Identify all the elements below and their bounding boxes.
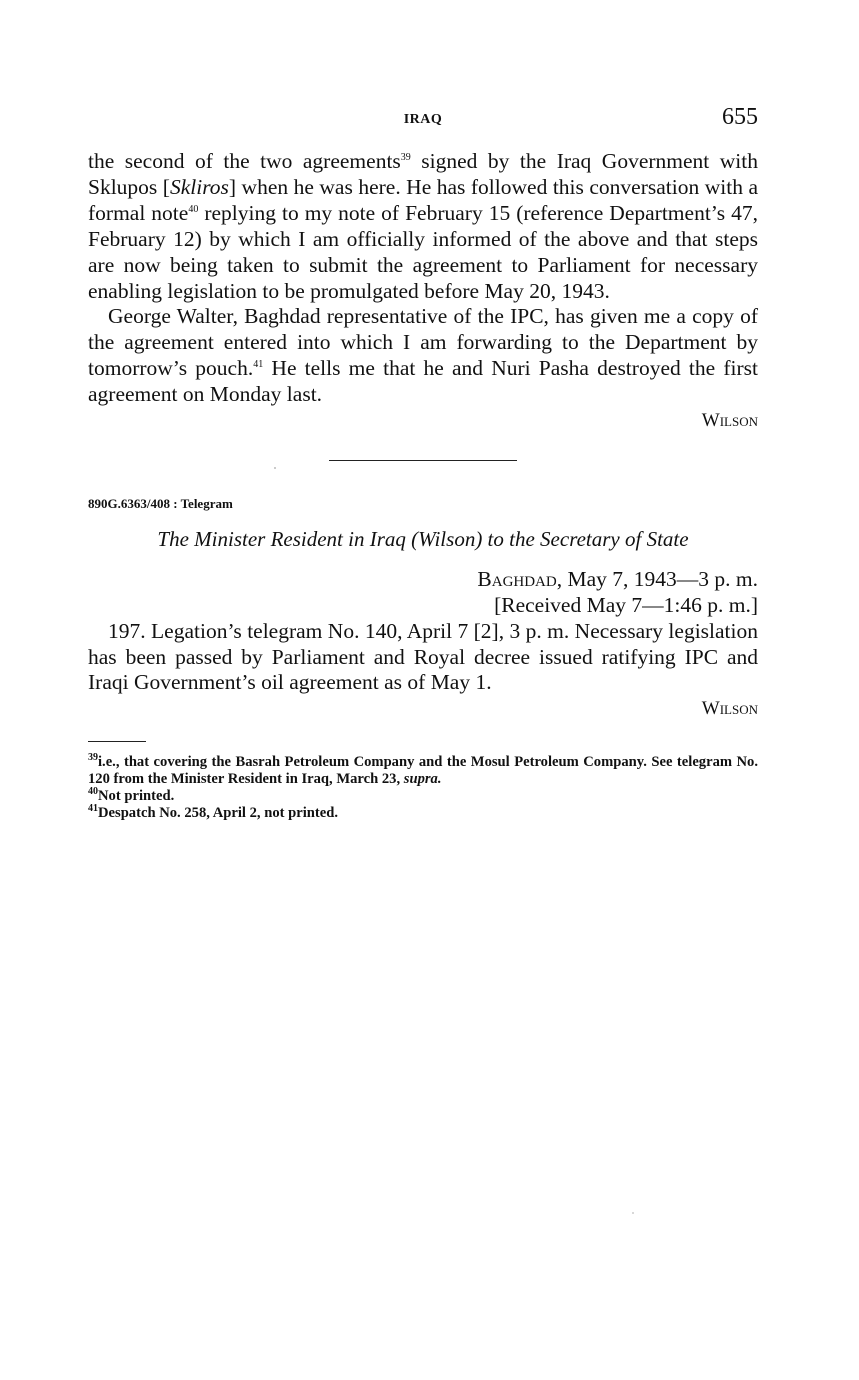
italic-name: Skliros	[169, 174, 229, 199]
paragraph-text: the second of the two agreements	[88, 149, 401, 173]
paragraph-text: replying to my note of February 15 (reference Department’s 47, February 12) by which I am officially informed of the above and that steps are now being taken to submit the agreement to Parliament for necessary enabling legislation to be promulgated before May 20, 1943.	[88, 200, 758, 303]
scan-speck	[632, 1212, 634, 1214]
paragraph-text: He tells me that he and Nuri Pasha destroyed the first agreement on Monday last.	[88, 356, 758, 407]
footnote-number: 41	[88, 802, 98, 814]
paragraph-1	[88, 149, 758, 304]
file-number: 890G.6363/408 : Telegram	[88, 495, 233, 511]
footnote	[88, 802, 758, 822]
running-head: IRAQ	[403, 112, 443, 127]
section-divider	[329, 460, 517, 461]
received-line: [Received May 7—1:46 p. m.]	[494, 592, 758, 617]
footnote	[88, 754, 758, 788]
footnote-text: Despatch No. 258, April 2, not printed.	[98, 804, 338, 821]
footnote-marker: 41	[253, 359, 264, 371]
signature: Wilson	[701, 410, 758, 432]
footnotes	[88, 741, 758, 822]
footnote-italic: supra.	[403, 770, 442, 787]
footnote-rule	[88, 741, 146, 742]
footnote-text: i.e., that covering the Basrah Petroleum Company and the Mosul Petroleum Company. See telegram No. 120 from the Minister Resident in Iraq, March 23,	[88, 754, 758, 787]
document-body	[88, 149, 758, 722]
paragraph-text: ] when he was here. He has followed this conversation with a formal note	[88, 174, 758, 225]
footnote-text: Not printed.	[98, 787, 175, 804]
telegram-body: 197. Legation’s telegram No. 140, April 7 [2], 3 p. m. Necessary legislation has been passed by Parliament and Royal decree issued ratifying IPC and Iraqi Government’s oil agreement as of May 1.	[88, 618, 758, 695]
footnote	[88, 785, 758, 805]
document-title: The Minister Resident in Iraq (Wilson) to the Secretary of State	[157, 526, 689, 551]
footnote-number: 39	[88, 752, 98, 764]
scan-speck	[274, 467, 276, 469]
page-number: 655	[722, 104, 758, 130]
paragraph-2	[88, 304, 758, 408]
page-header	[88, 104, 758, 134]
date-text: , May 7, 1943—3 p. m.	[556, 566, 758, 591]
paragraph-text: signed by the Iraq Government with Sklupos [	[88, 149, 758, 199]
signature: Wilson	[701, 698, 758, 720]
footnote-marker: 39	[400, 151, 411, 163]
footnote-marker: 40	[188, 203, 199, 215]
footnote-number: 40	[88, 785, 98, 797]
paragraph-text: George Walter, Baghdad representative of the IPC, has given me a copy of the agreement entered into which I am forwarding to the Department by tomorrow’s pouch.	[88, 304, 758, 381]
place-name: Baghdad	[477, 566, 557, 591]
dateline	[88, 567, 758, 593]
